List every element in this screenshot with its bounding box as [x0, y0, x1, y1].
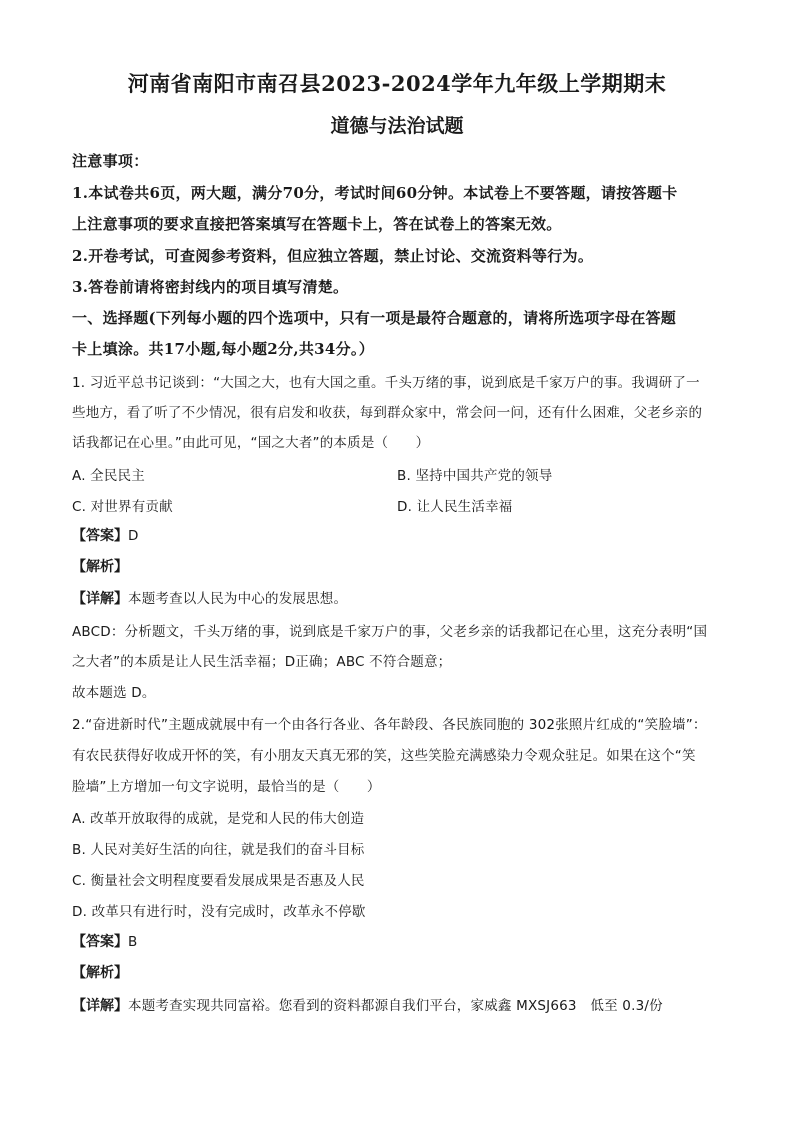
question-stem: 脸墙”上方增加一句文字说明，最恰当的是（ ） — [72, 779, 381, 795]
question-stem: 2.“奋进新时代”主题成就展中有一个由各行各业、各年龄段、各民族同胞的 302张照片红成的“笑脸墙”： — [72, 717, 707, 733]
exam-title: 河南省南阳市南召县2023-2024学年九年级上学期期末 — [127, 71, 667, 96]
explain-line: 之大者”的本质是让人民生活幸福；D正确；ABC 不符合题意； — [72, 654, 452, 670]
detail-line — [72, 587, 347, 608]
notice-heading: 注意事项： — [72, 152, 149, 170]
question-stem: 有农民获得好收成开怀的笑，有小朋友天真无邪的笑，这些笑脸充满感染力令观众驻足。如果在这个“笑 — [72, 748, 696, 764]
explain-line: 故本题选 D。 — [72, 685, 156, 701]
exam-subtitle: 道德与法治试题 — [330, 115, 464, 137]
section-heading: 卡上填涂。共17小题,每小题2分,共34分。） — [72, 340, 375, 358]
option-b: B. 坚持中国共产党的领导 — [397, 468, 553, 484]
option-a: A. 改革开放取得的成就，是党和人民的伟大创造 — [72, 811, 365, 827]
question-stem: 些地方，看了听了不少情况，很有启发和收获，每到群众家中，常会问一问，还有什么困难，父老乡亲的 — [72, 405, 703, 421]
answer-tag: 【答案】 — [72, 934, 128, 950]
analysis-tag: 【解析】 — [72, 965, 128, 981]
detail-line — [72, 994, 663, 1015]
answer-value: D — [128, 528, 139, 544]
option-c: C. 对世界有贡献 — [72, 499, 173, 515]
answer-line — [72, 931, 137, 951]
detail-text: 本题考查实现共同富裕。您看到的资料都源自我们平台，家威鑫 MXSJ663 低至 0.3/份 — [128, 998, 663, 1014]
explain-line: ABCD：分析题文，千头万绪的事，说到底是千家万户的事，父老乡亲的话我都记在心里，这充分表明“国 — [72, 624, 708, 640]
detail-tag: 【详解】 — [72, 998, 128, 1014]
option-c: C. 衡量社会文明程度要看发展成果是否惠及人民 — [72, 873, 365, 889]
notice-line: 1.本试卷共6页，两大题，满分70分，考试时间60分钟。本试卷上不要答题，请按答题卡 — [72, 184, 678, 202]
notice-line: 3.答卷前请将密封线内的项目填写清楚。 — [72, 278, 349, 296]
option-d: D. 改革只有进行时，没有完成时，改革永不停歇 — [72, 904, 366, 920]
option-a: A. 全民民主 — [72, 468, 145, 484]
detail-text: 本题考查以人民为中心的发展思想。 — [128, 591, 348, 607]
option-d: D. 让人民生活幸福 — [397, 499, 513, 515]
notice-line: 上注意事项的要求直接把答案填写在答题卡上，答在试卷上的答案无效。 — [72, 215, 562, 233]
analysis-tag: 【解析】 — [72, 559, 128, 575]
answer-line — [72, 525, 139, 545]
option-b: B. 人民对美好生活的向往，就是我们的奋斗目标 — [72, 842, 365, 858]
question-stem: 话我都记在心里。”由此可见，“国之大者”的本质是（ ） — [72, 435, 430, 451]
answer-tag: 【答案】 — [72, 528, 128, 544]
notice-line: 2.开卷考试，可查阅参考资料，但应独立答题，禁止讨论、交流资料等行为。 — [72, 247, 594, 265]
section-heading: 一、选择题(下列每小题的四个选项中，只有一项是最符合题意的，请将所选项字母在答题 — [72, 309, 677, 327]
answer-value: B — [128, 934, 138, 950]
detail-tag: 【详解】 — [72, 591, 128, 607]
question-stem: 1. 习近平总书记谈到：“大国之大，也有大国之重。千头万绪的事，说到底是千家万户的事。我调研了一 — [72, 375, 700, 391]
